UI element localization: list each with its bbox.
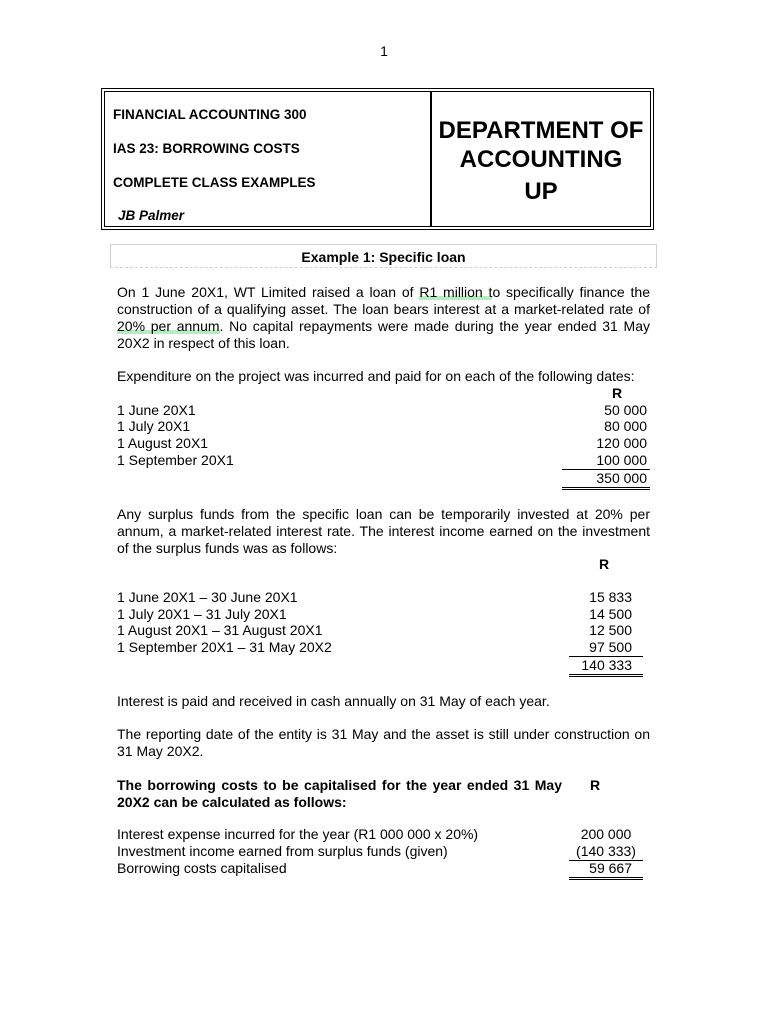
table-row bbox=[117, 606, 643, 623]
interest-period: 1 July 20X1 – 31 July 20X1 bbox=[117, 606, 287, 622]
expenditure-currency-header: R bbox=[611, 385, 623, 401]
table-row bbox=[117, 826, 643, 843]
loan-text-end: . No capital repayments were made during the year ended 31 May 20X2 in respect of this loan. bbox=[117, 318, 650, 351]
course-title: FINANCIAL ACCOUNTING 300 bbox=[113, 107, 307, 122]
expenditure-amount: 120 000 bbox=[596, 435, 647, 451]
table-row bbox=[117, 843, 643, 860]
surplus-funds-description: Any surplus funds from the specific loan can be temporarily invested at 20% per annum, a market-related interest rate. The interest income earned on the investment of the surplus funds was as follows: bbox=[117, 506, 650, 556]
calc-label: Borrowing costs capitalised bbox=[117, 860, 287, 876]
table-row bbox=[117, 452, 647, 469]
expenditure-date: 1 August 20X1 bbox=[117, 435, 209, 451]
highlight-interest-rate: 20% per annum bbox=[117, 318, 220, 334]
page-number: 1 bbox=[380, 43, 388, 59]
department-line-2: ACCOUNTING bbox=[459, 146, 623, 173]
reporting-date-note: The reporting date of the entity is 31 May and the asset is still under construction on 31 May 20X2. bbox=[117, 726, 650, 759]
highlight-loan-amount: R1 million t bbox=[419, 284, 493, 300]
payment-note: Interest is paid and received in cash annually on 31 May of each year. bbox=[117, 693, 550, 709]
expenditure-amount: 50 000 bbox=[604, 402, 647, 418]
interest-amount: 15 833 bbox=[589, 589, 632, 605]
department-line-3: UP bbox=[524, 178, 558, 205]
interest-currency-header: R bbox=[598, 556, 610, 572]
calc-currency-header: R bbox=[589, 777, 601, 793]
loan-text-mid: o specifically finance the construction of a qualifying asset. The loan bears interest at a market-related rate of bbox=[117, 284, 650, 317]
loan-description bbox=[117, 284, 650, 352]
interest-period: 1 June 20X1 – 30 June 20X1 bbox=[117, 589, 298, 605]
calc-total: 59 667 bbox=[569, 860, 643, 880]
author-name: JB Palmer bbox=[118, 208, 185, 223]
interest-amount: 12 500 bbox=[589, 622, 632, 638]
topic-title: IAS 23: BORROWING COSTS bbox=[113, 141, 300, 156]
example-title: Example 1: Specific loan bbox=[110, 244, 657, 268]
loan-text-start: On 1 June 20X1, WT Limited raised a loan of bbox=[117, 284, 420, 300]
interest-amount: 97 500 bbox=[589, 639, 632, 655]
interest-period: 1 September 20X1 – 31 May 20X2 bbox=[117, 639, 332, 655]
table-row bbox=[117, 435, 647, 452]
examples-title: COMPLETE CLASS EXAMPLES bbox=[113, 175, 316, 190]
calc-header-row bbox=[117, 777, 643, 794]
table-row bbox=[117, 860, 643, 879]
interest-total-row bbox=[117, 656, 643, 675]
table-row bbox=[117, 418, 647, 435]
interest-header-row bbox=[117, 556, 643, 573]
calculation-heading: The borrowing costs to be capitalised for the year ended 31 May 20X2 can be calculated as follows: bbox=[117, 777, 562, 810]
expenditure-date: 1 June 20X1 bbox=[117, 402, 196, 418]
department-line-1: DEPARTMENT OF bbox=[438, 117, 644, 144]
interest-period: 1 August 20X1 – 31 August 20X1 bbox=[117, 622, 323, 638]
expenditure-date: 1 September 20X1 bbox=[117, 452, 234, 468]
expenditure-total-row bbox=[117, 469, 647, 488]
expenditure-intro: Expenditure on the project was incurred and paid for on each of the following dates: bbox=[117, 368, 635, 384]
expenditure-amount: 80 000 bbox=[604, 418, 647, 434]
table-row bbox=[117, 639, 643, 656]
table-row bbox=[117, 622, 643, 639]
expenditure-header-row bbox=[117, 385, 643, 402]
calc-label: Interest expense incurred for the year (R1 000 000 x 20%) bbox=[117, 826, 479, 842]
interest-total: 140 333 bbox=[569, 656, 643, 677]
expenditure-total: 350 000 bbox=[562, 469, 650, 490]
table-row bbox=[117, 589, 643, 606]
interest-amount: 14 500 bbox=[589, 606, 632, 622]
expenditure-amount: 100 000 bbox=[596, 452, 647, 468]
course-header-box bbox=[101, 88, 654, 230]
calc-label: Investment income earned from surplus funds (given) bbox=[117, 843, 448, 859]
department-title bbox=[432, 116, 650, 206]
calc-amount: (140 333) bbox=[569, 843, 643, 861]
expenditure-date: 1 July 20X1 bbox=[117, 418, 191, 434]
table-row bbox=[117, 402, 647, 419]
calc-amount: 200 000 bbox=[580, 826, 632, 842]
